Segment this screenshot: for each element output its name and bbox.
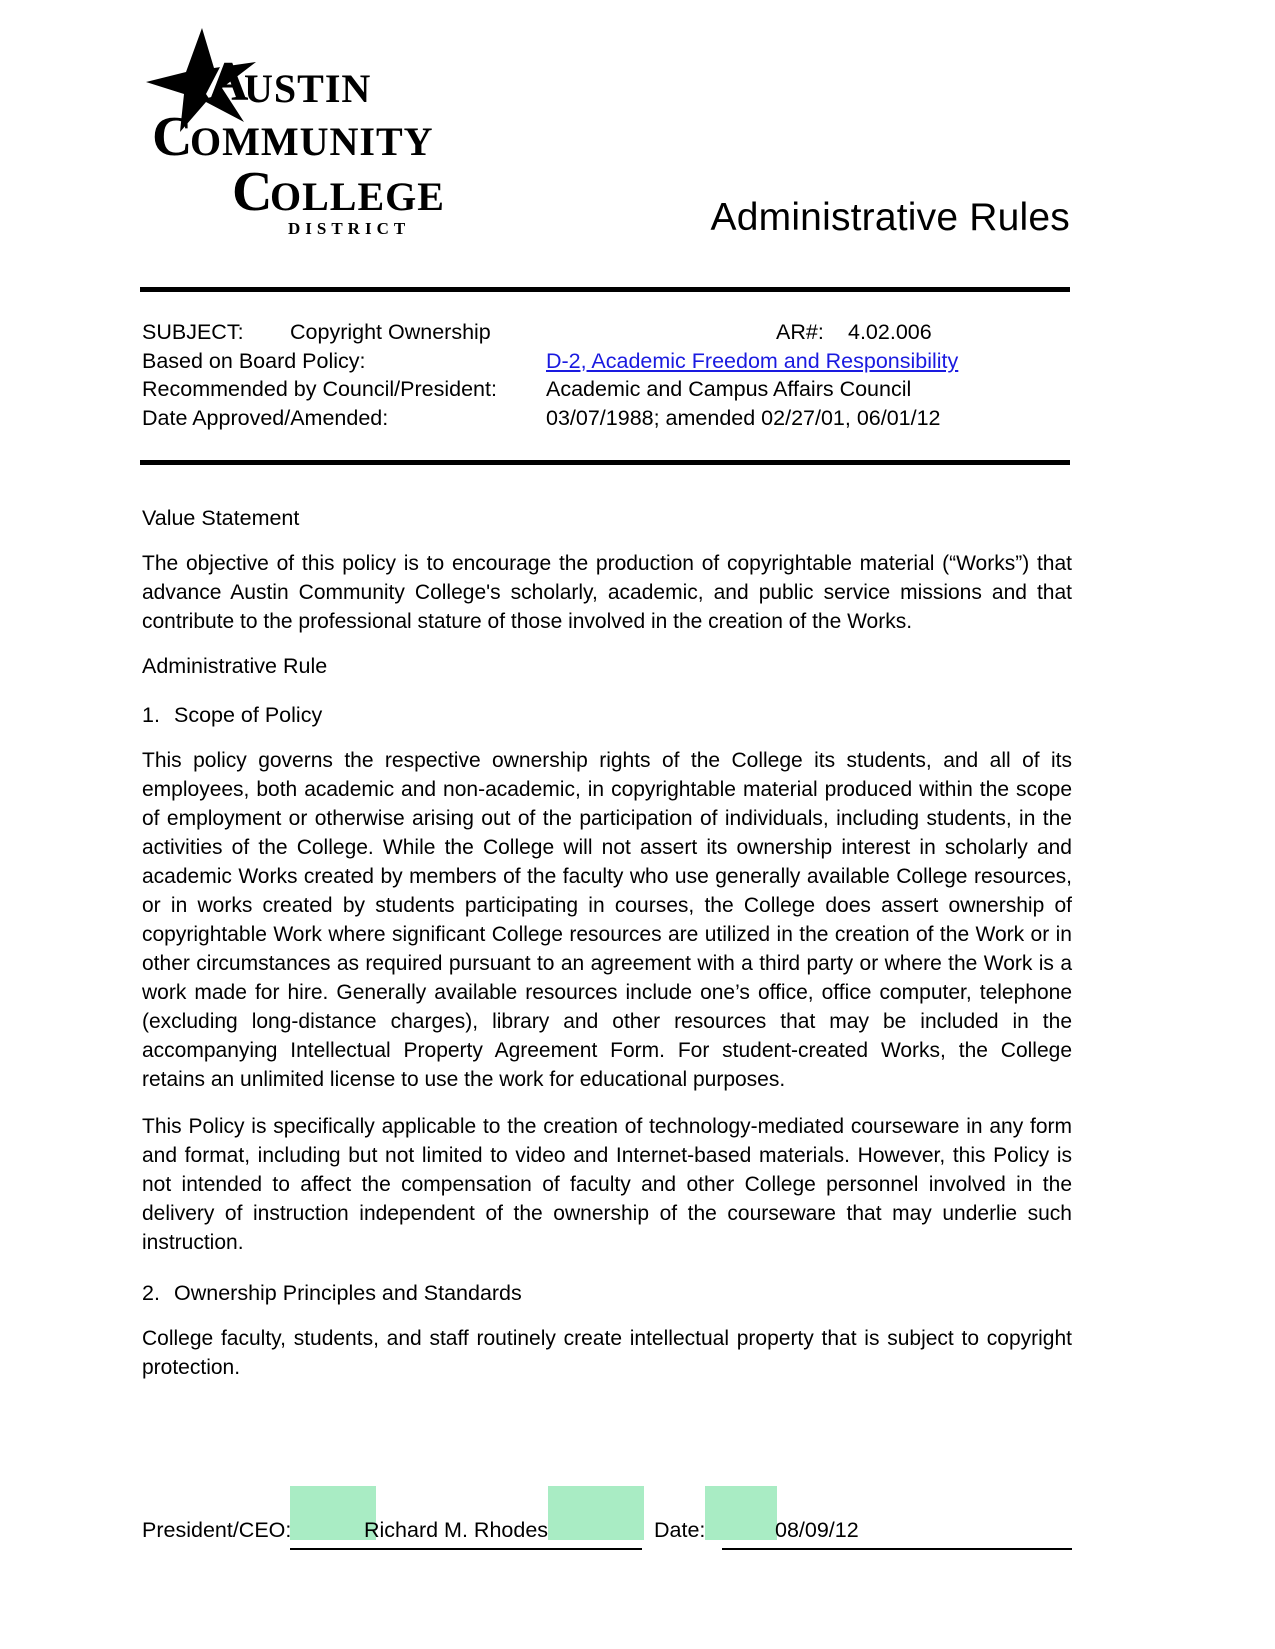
svg-text:OMMUNITY: OMMUNITY [190,119,434,164]
signature-date-label: Date: [654,1518,706,1542]
header-divider-top [140,287,1070,292]
president-ceo-label: President/CEO: [142,1518,292,1542]
section-2-paragraph-1: College faculty, students, and staff routinely create intellectual property that is subject to copyright protection. [142,1327,1072,1379]
document-body [142,488,1072,1382]
board-policy-value[interactable] [546,347,958,376]
svg-text:A: A [208,51,249,113]
meta-row-subject [142,318,1072,347]
highlight-box-3 [705,1486,777,1540]
section-1-heading [142,703,1072,728]
board-policy-label: Based on Board Policy: [142,348,366,373]
svg-text:C: C [232,161,273,223]
signature-line-date [722,1548,1072,1550]
section-1-number: 1. [142,703,160,727]
acc-logo [140,22,490,262]
section-1-title: Scope of Policy [174,703,323,727]
signature-line-name [290,1548,642,1550]
document-header [0,0,1275,270]
svg-text:OLLEGE: OLLEGE [270,174,445,219]
board-policy-link[interactable]: D-2, Academic Freedom and Responsibility [546,348,959,373]
svg-text:USTIN: USTIN [244,66,372,111]
subject-label: SUBJECT: [142,320,244,344]
signature-block [142,1508,1072,1552]
ar-number-label: AR#: [776,320,824,344]
signature-date-value: 08/09/12 [775,1518,859,1542]
value-statement-paragraph: The objective of this policy is to encourage the production of copyrightable material (“Works”) that advance Austin Community College's scholarly, academic, and public service missions and that contribute to the professional stature of those involved in the creation of the Works. [142,552,1072,633]
recommended-by-label: Recommended by Council/President: [142,377,497,401]
section-2-number: 2. [142,1281,160,1305]
section-1-paragraph-1: This policy governs the respective ownership rights of the College its students, and all of its employees, both academic and non-academic, in copyrightable material produced within the scope of employment or otherwise arising out of the participation of individuals, including students, in the activities of the College. While the College will not assert its ownership interest in scholarly and academic Works created by members of the faculty who use generally available College resources, or in works created by students participating in courses, the College does assert ownership of copyrightable Work where significant College resources are utilized in the creation of the Work or in other circumstances as required pursuant to an agreement with a third party or where the Work is a work made for hire. Generally available resources include one’s office, office computer, telephone (excluding long-distance charges), library and other resources that may be included in the accompanying Intellectual Property Agreement Form. For student-created Works, the College retains an unlimited license to use the work for educational purposes. [142,749,1072,1091]
svg-text:C: C [152,106,193,168]
document-meta [142,318,1072,432]
meta-row-date-approved [142,404,1072,433]
page-title: Administrative Rules [710,196,1070,239]
section-2-title: Ownership Principles and Standards [174,1281,522,1305]
date-approved-label: Date Approved/Amended: [142,405,389,430]
president-ceo-name: Richard M. Rhodes [364,1518,549,1542]
recommended-by-value: Academic and Campus Affairs Council [546,377,912,401]
date-approved-value: 03/07/1988; amended 02/27/01, 06/01/12 [546,405,941,430]
administrative-rule-heading: Administrative Rule [142,654,328,678]
subject-value: Copyright Ownership [290,320,491,344]
ar-number-value: 4.02.006 [848,320,932,344]
meta-row-recommended [142,375,1072,404]
header-divider-bottom [140,460,1070,465]
svg-text:DISTRICT: DISTRICT [288,219,411,238]
value-statement-heading: Value Statement [142,506,300,530]
meta-row-board-policy [142,347,1072,376]
section-1-paragraph-2: This Policy is specifically applicable to the creation of technology-mediated courseware in any form and format, including but not limited to video and Internet-based materials. However, this Policy is not intended to affect the compensation of faculty and other College personnel involved in the delivery of instruction independent of the ownership of the courseware that may underlie such instruction. [142,1115,1072,1254]
highlight-box-2 [548,1486,644,1540]
section-2-heading [142,1281,1072,1306]
